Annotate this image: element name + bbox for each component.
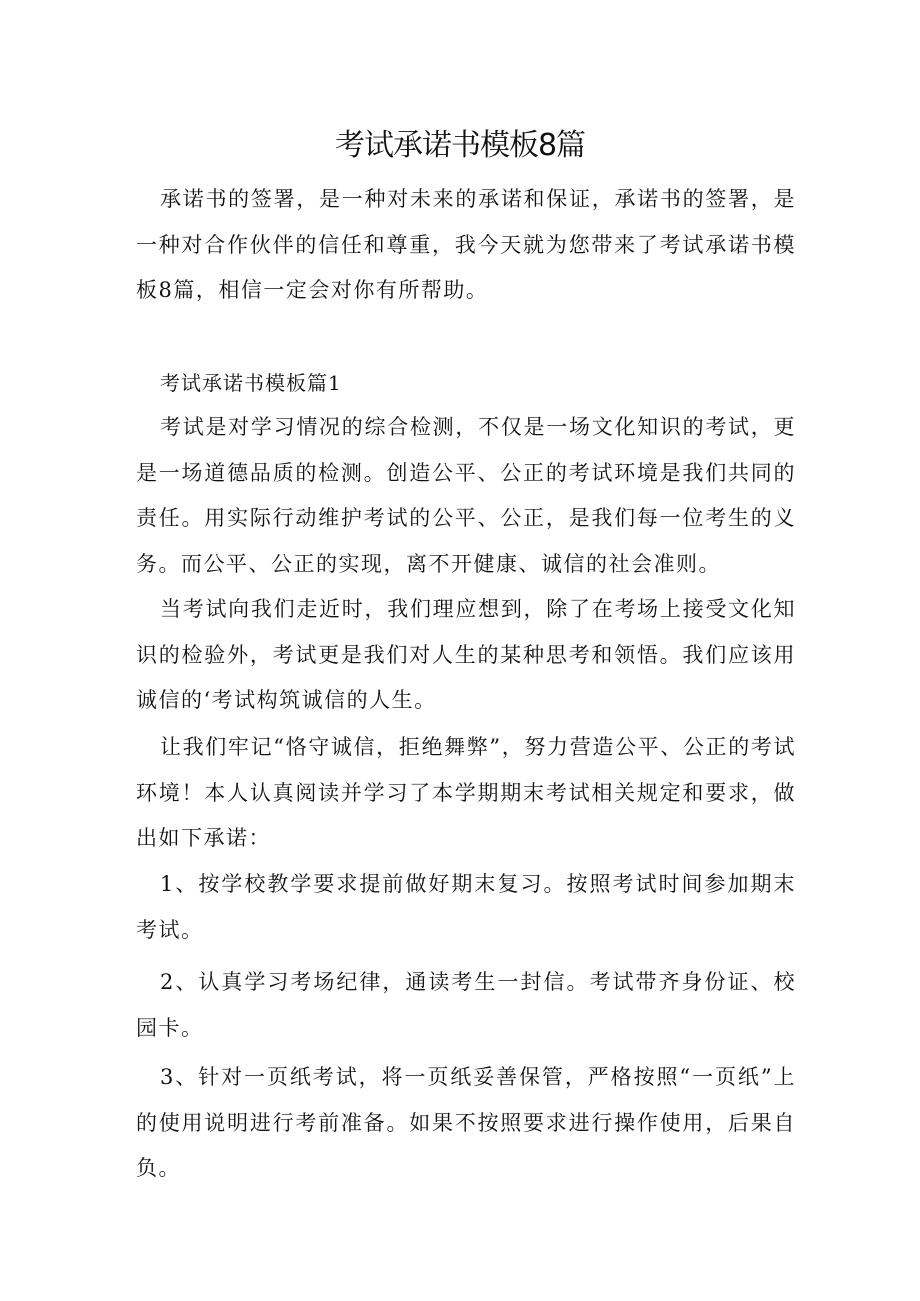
- section-heading: 考试承诺书模板篇1: [160, 371, 342, 395]
- paragraph-3: 让我们牢记“恪守诚信，拒绝舞弊”，努力营造公平、公正的考试环境！本人认真阅读并学习了本学期期末考试相关规定和要求，做出如下承诺：: [136, 735, 796, 850]
- paragraph-1: 考试是对学习情况的综合检测，不仅是一场文化知识的考试，更是一场道德品质的检测。创造公平、公正的考试环境是我们共同的责任。用实际行动维护考试的公平、公正，是我们每一位考生的义务。而公平、公正的实现，离不开健康、诚信的社会准则。: [136, 415, 796, 576]
- paragraph-5: 2、认真学习考场纪律，通读考生一封信。考试带齐身份证、校园卡。: [136, 970, 796, 1040]
- paragraph-4: 1、按学校教学要求提前做好期末复习。按照考试时间参加期末考试。: [136, 872, 796, 942]
- intro-paragraph: 承诺书的签署，是一种对未来的承诺和保证，承诺书的签署，是一种对合作伙伴的信任和尊重，我今天就为您带来了考试承诺书模板8篇，相信一定会对你有所帮助。: [136, 187, 796, 302]
- paragraph-2: 当考试向我们走近时，我们理应想到，除了在考场上接受文化知识的检验外，考试更是我们对人生的某种思考和领悟。我们应该用诚信的‘考试构筑诚信的人生。: [136, 597, 796, 712]
- paragraph-6: 3、针对一页纸考试，将一页纸妥善保管，严格按照“一页纸”上的使用说明进行考前准备。如果不按照要求进行操作使用，后果自负。: [136, 1065, 796, 1180]
- document-title: 考试承诺书模板8篇: [334, 128, 586, 163]
